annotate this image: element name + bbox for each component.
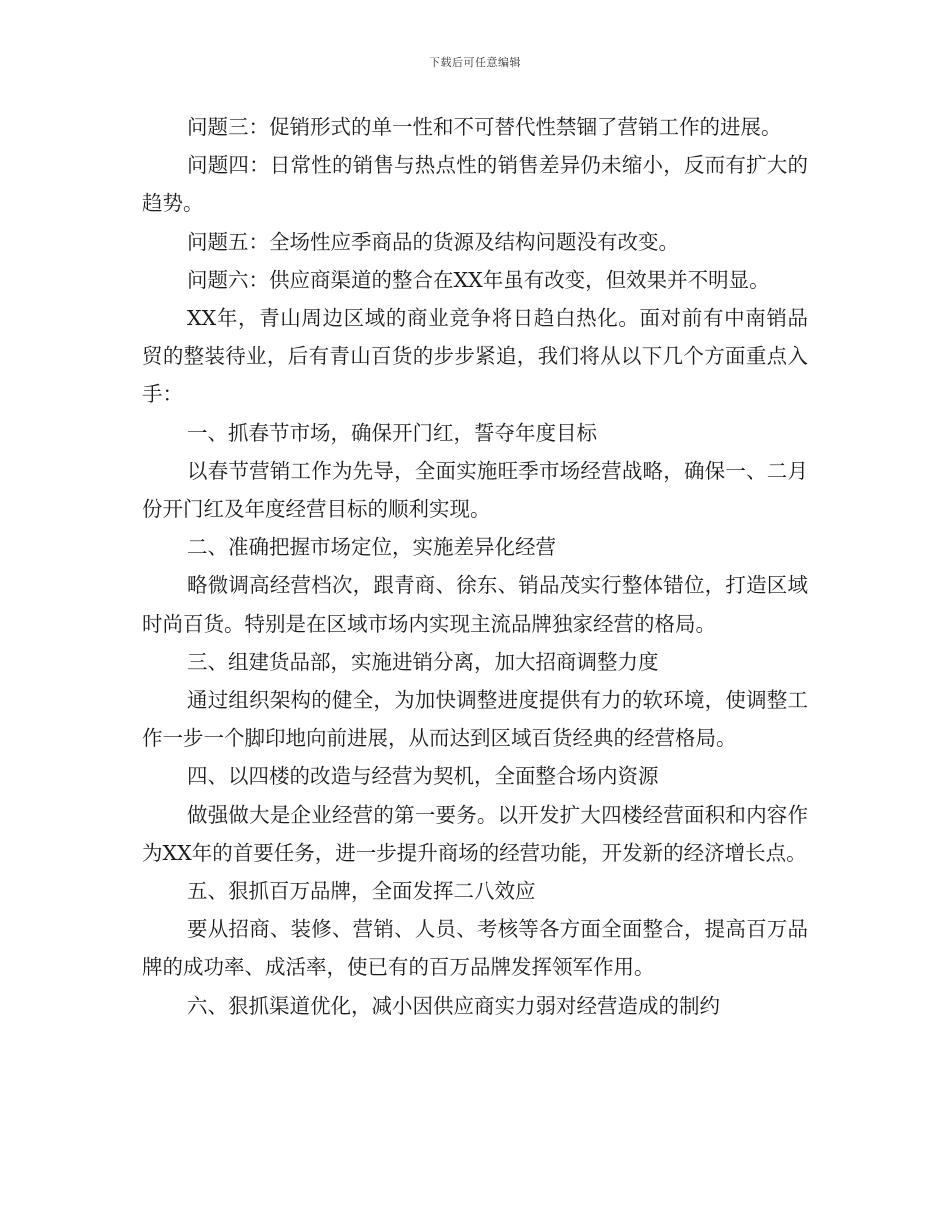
paragraph-section-4: 做强做大是企业经营的第一要务。以开发扩大四楼经营面积和内容作为XX年的首要任务，进一步提升商场的经营功能，开发新的经济增长点。 bbox=[142, 802, 808, 865]
paragraph-intro: XX年，青山周边区域的商业竞争将日趋白热化。面对前有中南销品贸的整装待业，后有青山百货的步步紧追，我们将从以下几个方面重点入手： bbox=[142, 306, 808, 407]
paragraph-section-3: 通过组织架构的健全，为加快调整进度提供有力的软环境，使调整工作一步一个脚印地向前进展，从而达到区域百货经典的经营格局。 bbox=[142, 688, 808, 751]
heading-section-3: 三、组建货品部，实施进销分离，加大招商调整力度 bbox=[187, 649, 659, 674]
paragraph-problem-6: 问题六：供应商渠道的整合在XX年虽有改变，但效果并不明显。 bbox=[187, 267, 770, 292]
document-body bbox=[142, 108, 808, 1025]
heading-section-6: 六、狠抓渠道优化，减小因供应商实力弱对经营造成的制约 bbox=[187, 993, 720, 1018]
paragraph-problem-5: 问题五：全场性应季商品的货源及结构问题没有改变。 bbox=[187, 229, 679, 254]
heading-section-1: 一、抓春节市场，确保开门红，誓夺年度目标 bbox=[187, 420, 597, 445]
paragraph-problem-3: 问题三：促销形式的单一性和不可替代性禁锢了营销工作的进展。 bbox=[187, 115, 782, 139]
page-header: 下载后可任意编辑 bbox=[429, 56, 521, 69]
paragraph-problem-4: 问题四：日常性的销售与热点性的销售差异仍未缩小，反而有扩大的趋势。 bbox=[142, 153, 808, 216]
heading-section-2: 二、准确把握市场定位，实施差异化经营 bbox=[187, 535, 556, 560]
paragraph-section-2: 略微调高经营档次，跟青商、徐东、销品茂实行整体错位，打造区域时尚百货。特别是在区域市场内实现主流品牌独家经营的格局。 bbox=[142, 573, 808, 636]
heading-section-5: 五、狠抓百万品牌，全面发挥二八效应 bbox=[187, 879, 536, 904]
paragraph-section-5: 要从招商、装修、营销、人员、考核等各方面全面整合，提高百万品牌的成功率、成活率，使已有的百万品牌发挥领军作用。 bbox=[142, 917, 808, 980]
heading-section-4: 四、以四楼的改造与经营为契机，全面整合场内资源 bbox=[187, 764, 659, 789]
paragraph-section-1: 以春节营销工作为先导，全面实施旺季市场经营战略，确保一、二月份开门红及年度经营目标的顺利实现。 bbox=[142, 458, 808, 522]
